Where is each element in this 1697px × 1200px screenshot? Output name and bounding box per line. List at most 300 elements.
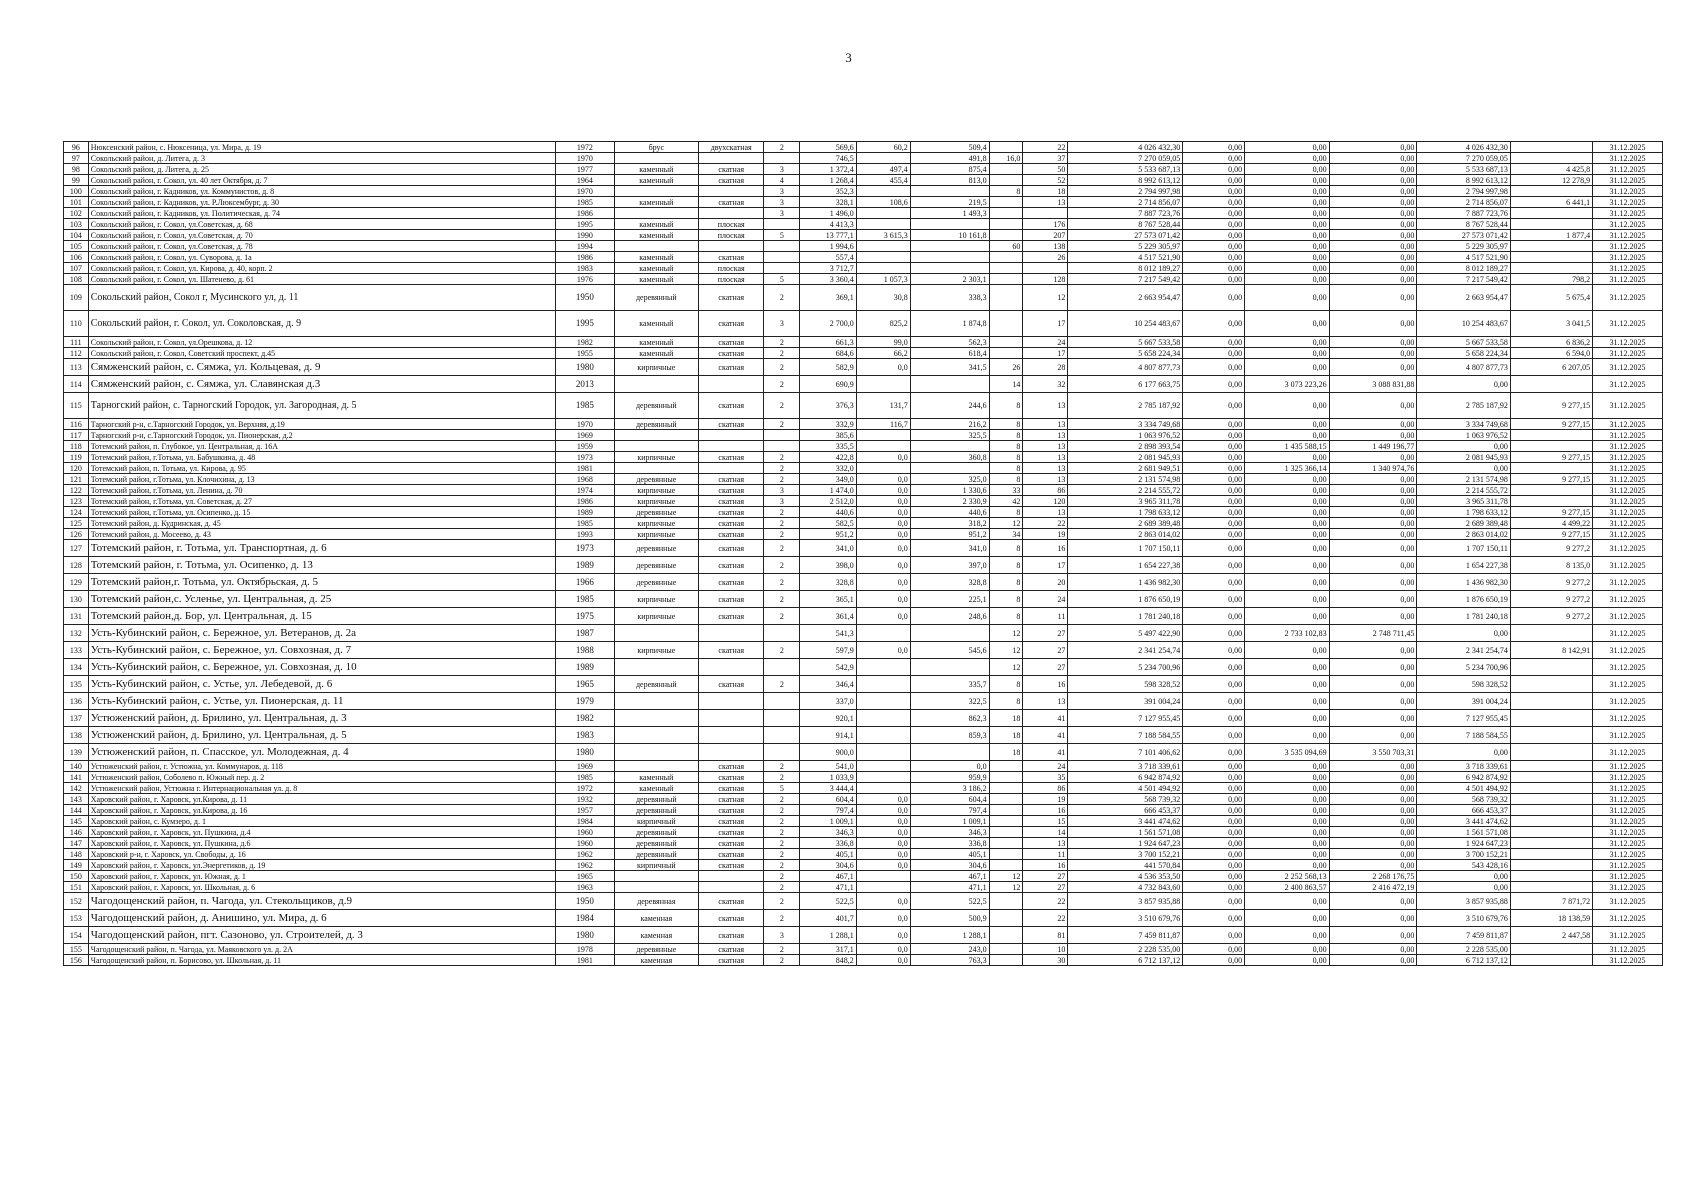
cell-address: Тотемский район, д. Кудринская, д. 45	[88, 518, 555, 529]
cell-count-a	[989, 860, 1023, 871]
cell-address: Тотемский район, г.Тотьма, ул. Осипенко, д. 15	[88, 507, 555, 518]
cell-row-number: 143	[64, 794, 89, 805]
cell-address: Тарногский р-н, с.Тарногский Городок, ул. Верхняя, д.19	[88, 419, 555, 430]
cell-cost-local: 3 550 703,31	[1329, 744, 1417, 761]
cell-floors: 2	[764, 419, 800, 430]
cell-cost-local: 0,00	[1329, 659, 1417, 676]
cell-deadline: 31.12.2025	[1593, 230, 1663, 241]
cell-deadline: 31.12.2025	[1593, 608, 1663, 625]
cell-roof-type: плоская	[699, 219, 764, 230]
cell-nonresidential-area	[856, 219, 910, 230]
cell-year-built: 1986	[556, 252, 615, 263]
cell-cost-regional: 0,00	[1245, 893, 1329, 910]
cell-count-b: 41	[1023, 727, 1068, 744]
cell-floors: 2	[764, 827, 800, 838]
cell-residential-area: 336,8	[910, 838, 989, 849]
cell-address: Тарногский район, с. Тарногский Городок, ул. Загородная, д. 5	[88, 393, 555, 419]
cell-address: Чагодощенский район, п. Чагода, ул. Маяковского ул. д. 2А	[88, 944, 555, 955]
cell-cost-federal: 0,00	[1183, 676, 1245, 693]
cell-roof-type: скатная	[699, 529, 764, 540]
cell-count-a: 8	[989, 540, 1023, 557]
cell-deadline: 31.12.2025	[1593, 252, 1663, 263]
cell-cost-regional: 0,00	[1245, 186, 1329, 197]
cell-unit-cost: 8 142,91	[1510, 642, 1592, 659]
cell-count-a: 8	[989, 591, 1023, 608]
cell-row-number: 133	[64, 642, 89, 659]
cell-count-b: 22	[1023, 142, 1068, 153]
cell-roof-type: скатная	[699, 642, 764, 659]
cell-total-cost: 10 254 483,67	[1068, 311, 1183, 337]
cell-floors: 2	[764, 574, 800, 591]
table-row	[64, 452, 1663, 463]
cell-cost-other: 391 004,24	[1417, 693, 1510, 710]
cell-residential-area: 244,6	[910, 393, 989, 419]
cell-deadline: 31.12.2025	[1593, 860, 1663, 871]
cell-nonresidential-area: 497,4	[856, 164, 910, 175]
cell-count-a	[989, 311, 1023, 337]
cell-unit-cost	[1510, 241, 1592, 252]
cell-nonresidential-area	[856, 376, 910, 393]
cell-unit-cost: 9 277,2	[1510, 574, 1592, 591]
cell-cost-federal: 0,00	[1183, 893, 1245, 910]
cell-row-number: 153	[64, 910, 89, 927]
cell-year-built: 1990	[556, 230, 615, 241]
cell-residential-area: 225,1	[910, 591, 989, 608]
cell-deadline: 31.12.2025	[1593, 485, 1663, 496]
cell-roof-type: скатная	[699, 252, 764, 263]
cell-deadline: 31.12.2025	[1593, 849, 1663, 860]
cell-cost-regional: 0,00	[1245, 285, 1329, 311]
cell-row-number: 121	[64, 474, 89, 485]
cell-deadline: 31.12.2025	[1593, 744, 1663, 761]
cell-cost-regional: 0,00	[1245, 474, 1329, 485]
cell-cost-regional: 0,00	[1245, 175, 1329, 186]
cell-cost-other: 5 658 224,34	[1417, 348, 1510, 359]
cell-total-cost: 4 501 494,92	[1068, 783, 1183, 794]
cell-unit-cost: 9 277,15	[1510, 529, 1592, 540]
cell-unit-cost: 2 447,58	[1510, 927, 1592, 944]
cell-unit-cost	[1510, 727, 1592, 744]
cell-year-built: 1976	[556, 274, 615, 285]
cell-wall-material	[614, 186, 698, 197]
cell-cost-federal: 0,00	[1183, 529, 1245, 540]
cell-cost-other: 598 328,52	[1417, 676, 1510, 693]
cell-total-cost: 1 063 976,52	[1068, 430, 1183, 441]
cell-residential-area: 335,7	[910, 676, 989, 693]
table-row	[64, 944, 1663, 955]
cell-cost-other: 4 517 521,90	[1417, 252, 1510, 263]
cell-count-b: 13	[1023, 463, 1068, 474]
cell-total-cost: 4 732 843,60	[1068, 882, 1183, 893]
cell-wall-material: каменный	[614, 263, 698, 274]
cell-wall-material: каменный	[614, 197, 698, 208]
cell-cost-local: 0,00	[1329, 393, 1417, 419]
cell-wall-material: брус	[614, 142, 698, 153]
cell-year-built: 1950	[556, 893, 615, 910]
cell-year-built: 1963	[556, 882, 615, 893]
cell-unit-cost	[1510, 676, 1592, 693]
cell-cost-local: 0,00	[1329, 474, 1417, 485]
cell-total-area: 405,1	[800, 849, 856, 860]
cell-deadline: 31.12.2025	[1593, 452, 1663, 463]
cell-address: Тотемский район, г.Тотьма, ул. Ленина, д. 70	[88, 485, 555, 496]
table-row	[64, 794, 1663, 805]
cell-cost-federal: 0,00	[1183, 816, 1245, 827]
cell-floors: 2	[764, 849, 800, 860]
cell-cost-regional: 0,00	[1245, 208, 1329, 219]
cell-count-a	[989, 944, 1023, 955]
cell-unit-cost: 5 675,4	[1510, 285, 1592, 311]
cell-row-number: 100	[64, 186, 89, 197]
cell-total-area: 746,5	[800, 153, 856, 164]
cell-count-b: 52	[1023, 175, 1068, 186]
cell-count-a	[989, 219, 1023, 230]
cell-cost-other: 6 712 137,12	[1417, 955, 1510, 966]
cell-deadline: 31.12.2025	[1593, 208, 1663, 219]
cell-cost-other: 0,00	[1417, 441, 1510, 452]
cell-residential-area	[910, 744, 989, 761]
cell-floors: 5	[764, 274, 800, 285]
cell-cost-other: 0,00	[1417, 882, 1510, 893]
cell-nonresidential-area: 116,7	[856, 419, 910, 430]
cell-roof-type: скатная	[699, 452, 764, 463]
cell-wall-material	[614, 744, 698, 761]
cell-year-built: 1970	[556, 419, 615, 430]
cell-deadline: 31.12.2025	[1593, 574, 1663, 591]
table-row	[64, 676, 1663, 693]
cell-nonresidential-area: 0,0	[856, 608, 910, 625]
cell-count-a: 18	[989, 727, 1023, 744]
cell-floors: 2	[764, 794, 800, 805]
cell-count-a	[989, 927, 1023, 944]
cell-roof-type: скатная	[699, 849, 764, 860]
cell-deadline: 31.12.2025	[1593, 676, 1663, 693]
cell-cost-federal: 0,00	[1183, 507, 1245, 518]
cell-address: Харовский район, г. Харовск, ул. Пушкина, д.4	[88, 827, 555, 838]
cell-unit-cost	[1510, 441, 1592, 452]
cell-count-b: 16	[1023, 676, 1068, 693]
cell-wall-material: деревянные	[614, 944, 698, 955]
cell-cost-local: 0,00	[1329, 727, 1417, 744]
cell-wall-material: кирпичные	[614, 642, 698, 659]
cell-unit-cost: 8 135,0	[1510, 557, 1592, 574]
cell-residential-area: 618,4	[910, 348, 989, 359]
cell-nonresidential-area: 0,0	[856, 359, 910, 376]
cell-deadline: 31.12.2025	[1593, 882, 1663, 893]
cell-count-b: 12	[1023, 285, 1068, 311]
cell-cost-local: 0,00	[1329, 359, 1417, 376]
cell-cost-federal: 0,00	[1183, 311, 1245, 337]
cell-address: Тотемский район, г.Тотьма, ул. Бабушкина, д. 48	[88, 452, 555, 463]
cell-cost-local: 0,00	[1329, 574, 1417, 591]
cell-row-number: 112	[64, 348, 89, 359]
cell-deadline: 31.12.2025	[1593, 642, 1663, 659]
cell-total-cost: 3 700 152,21	[1068, 849, 1183, 860]
cell-roof-type	[699, 727, 764, 744]
cell-residential-area: 467,1	[910, 871, 989, 882]
cell-unit-cost	[1510, 219, 1592, 230]
cell-row-number: 148	[64, 849, 89, 860]
table-row	[64, 507, 1663, 518]
cell-unit-cost	[1510, 944, 1592, 955]
cell-cost-other: 4 501 494,92	[1417, 783, 1510, 794]
cell-address: Харовский район, г. Харовск, ул. Пушкина, д.6	[88, 838, 555, 849]
cell-wall-material: каменный	[614, 252, 698, 263]
cell-count-b: 41	[1023, 744, 1068, 761]
cell-count-b: 13	[1023, 693, 1068, 710]
cell-row-number: 103	[64, 219, 89, 230]
cell-year-built: 1994	[556, 241, 615, 252]
cell-total-cost: 2 214 555,72	[1068, 485, 1183, 496]
cell-cost-local: 0,00	[1329, 783, 1417, 794]
cell-year-built: 1969	[556, 761, 615, 772]
cell-address: Устюженский район, г. Устюжна, ул. Коммунаров, д. 118	[88, 761, 555, 772]
cell-count-b: 27	[1023, 871, 1068, 882]
table-row	[64, 816, 1663, 827]
cell-unit-cost: 9 277,2	[1510, 608, 1592, 625]
cell-row-number: 105	[64, 241, 89, 252]
table-row	[64, 529, 1663, 540]
cell-unit-cost	[1510, 772, 1592, 783]
cell-total-area: 1 496,0	[800, 208, 856, 219]
cell-nonresidential-area	[856, 463, 910, 474]
cell-row-number: 147	[64, 838, 89, 849]
table-row	[64, 540, 1663, 557]
cell-address: Чагодощенский район, п. Чагода, ул. Стекольщиков, д.9	[88, 893, 555, 910]
cell-year-built: 1984	[556, 910, 615, 927]
cell-floors: 2	[764, 955, 800, 966]
cell-floors: 2	[764, 463, 800, 474]
cell-cost-local: 0,00	[1329, 540, 1417, 557]
cell-count-b: 22	[1023, 910, 1068, 927]
cell-row-number: 117	[64, 430, 89, 441]
cell-deadline: 31.12.2025	[1593, 197, 1663, 208]
cell-cost-regional: 2 733 102,83	[1245, 625, 1329, 642]
cell-wall-material	[614, 727, 698, 744]
cell-row-number: 119	[64, 452, 89, 463]
cell-row-number: 150	[64, 871, 89, 882]
cell-total-cost: 1 876 650,19	[1068, 591, 1183, 608]
cell-cost-other: 7 459 811,87	[1417, 927, 1510, 944]
cell-count-a: 8	[989, 507, 1023, 518]
cell-count-b: 138	[1023, 241, 1068, 252]
cell-total-area: 332,9	[800, 419, 856, 430]
cell-row-number: 155	[64, 944, 89, 955]
cell-residential-area: 440,6	[910, 507, 989, 518]
cell-roof-type: плоская	[699, 274, 764, 285]
cell-wall-material	[614, 882, 698, 893]
cell-deadline: 31.12.2025	[1593, 175, 1663, 186]
cell-count-b: 207	[1023, 230, 1068, 241]
cell-unit-cost	[1510, 153, 1592, 164]
cell-total-area: 471,1	[800, 882, 856, 893]
cell-address: Харовский р-н, г. Харовск, ул. Свободы, д. 16	[88, 849, 555, 860]
cell-cost-federal: 0,00	[1183, 761, 1245, 772]
cell-deadline: 31.12.2025	[1593, 893, 1663, 910]
cell-count-b: 13	[1023, 441, 1068, 452]
cell-cost-local: 0,00	[1329, 827, 1417, 838]
cell-floors: 2	[764, 871, 800, 882]
cell-cost-federal: 0,00	[1183, 944, 1245, 955]
cell-count-a: 26	[989, 359, 1023, 376]
cell-address: Усть-Кубинский район, с. Устье, ул. Пионерская, д. 11	[88, 693, 555, 710]
cell-deadline: 31.12.2025	[1593, 927, 1663, 944]
cell-deadline: 31.12.2025	[1593, 337, 1663, 348]
table-row	[64, 197, 1663, 208]
cell-total-cost: 598 328,52	[1068, 676, 1183, 693]
table-row	[64, 849, 1663, 860]
cell-floors: 2	[764, 474, 800, 485]
cell-roof-type: скатная	[699, 927, 764, 944]
cell-cost-local: 3 088 831,88	[1329, 376, 1417, 393]
cell-residential-area: 0,0	[910, 761, 989, 772]
table-row	[64, 142, 1663, 153]
cell-cost-regional: 0,00	[1245, 153, 1329, 164]
cell-nonresidential-area: 0,0	[856, 893, 910, 910]
cell-deadline: 31.12.2025	[1593, 430, 1663, 441]
cell-floors	[764, 263, 800, 274]
cell-total-area: 336,8	[800, 838, 856, 849]
cell-deadline: 31.12.2025	[1593, 419, 1663, 430]
cell-unit-cost: 1 877,4	[1510, 230, 1592, 241]
cell-wall-material: каменная	[614, 910, 698, 927]
table-row	[64, 376, 1663, 393]
cell-cost-local: 0,00	[1329, 175, 1417, 186]
cell-nonresidential-area: 0,0	[856, 485, 910, 496]
table-row	[64, 274, 1663, 285]
cell-floors	[764, 252, 800, 263]
cell-cost-local: 0,00	[1329, 893, 1417, 910]
cell-address: Усть-Кубинский район, с. Бережное, ул. Ветеранов, д. 2а	[88, 625, 555, 642]
cell-count-a	[989, 348, 1023, 359]
cell-total-cost: 5 497 422,90	[1068, 625, 1183, 642]
cell-unit-cost	[1510, 816, 1592, 827]
cell-count-a	[989, 955, 1023, 966]
cell-unit-cost	[1510, 659, 1592, 676]
cell-deadline: 31.12.2025	[1593, 816, 1663, 827]
cell-deadline: 31.12.2025	[1593, 794, 1663, 805]
cell-cost-federal: 0,00	[1183, 882, 1245, 893]
cell-count-b: 11	[1023, 608, 1068, 625]
cell-cost-regional: 0,00	[1245, 311, 1329, 337]
cell-nonresidential-area: 0,0	[856, 849, 910, 860]
cell-unit-cost: 6 836,2	[1510, 337, 1592, 348]
cell-cost-local: 0,00	[1329, 230, 1417, 241]
cell-total-cost: 3 510 679,76	[1068, 910, 1183, 927]
cell-wall-material: каменный	[614, 274, 698, 285]
cell-year-built: 1969	[556, 430, 615, 441]
cell-cost-other: 3 857 935,88	[1417, 893, 1510, 910]
table-row	[64, 348, 1663, 359]
cell-total-area: 304,6	[800, 860, 856, 871]
cell-total-area: 385,6	[800, 430, 856, 441]
cell-unit-cost	[1510, 871, 1592, 882]
cell-nonresidential-area: 0,0	[856, 838, 910, 849]
cell-cost-federal: 0,00	[1183, 285, 1245, 311]
cell-residential-area: 763,3	[910, 955, 989, 966]
cell-nonresidential-area: 0,0	[856, 827, 910, 838]
cell-roof-type: скатная	[699, 419, 764, 430]
cell-count-b: 28	[1023, 359, 1068, 376]
cell-count-a: 42	[989, 496, 1023, 507]
cell-address: Тотемский район, г.Тотьма, ул. Советская, д. 27	[88, 496, 555, 507]
page-number: 3	[845, 50, 852, 65]
table-row	[64, 419, 1663, 430]
cell-floors: 2	[764, 944, 800, 955]
cell-total-cost: 5 533 687,13	[1068, 164, 1183, 175]
cell-deadline: 31.12.2025	[1593, 186, 1663, 197]
cell-count-a	[989, 230, 1023, 241]
cell-cost-federal: 0,00	[1183, 393, 1245, 419]
cell-address: Тотемский район, д. Мосеево, д. 43	[88, 529, 555, 540]
cell-cost-local: 0,00	[1329, 860, 1417, 871]
cell-count-b: 19	[1023, 529, 1068, 540]
cell-address: Чагодощенский район, п. Борисово, ул. Школьная, д. 11	[88, 955, 555, 966]
cell-count-a: 18	[989, 744, 1023, 761]
cell-floors	[764, 659, 800, 676]
cell-total-cost: 4 026 432,30	[1068, 142, 1183, 153]
cell-count-b: 13	[1023, 838, 1068, 849]
cell-total-cost: 27 573 071,42	[1068, 230, 1183, 241]
cell-count-a: 60	[989, 241, 1023, 252]
table-row	[64, 474, 1663, 485]
cell-cost-regional: 0,00	[1245, 507, 1329, 518]
cell-deadline: 31.12.2025	[1593, 710, 1663, 727]
housing-register-table	[63, 141, 1663, 966]
cell-cost-federal: 0,00	[1183, 474, 1245, 485]
cell-count-a	[989, 794, 1023, 805]
cell-cost-local: 0,00	[1329, 285, 1417, 311]
cell-roof-type: скатная	[699, 164, 764, 175]
cell-floors: 2	[764, 507, 800, 518]
cell-cost-federal: 0,00	[1183, 574, 1245, 591]
cell-roof-type	[699, 871, 764, 882]
cell-deadline: 31.12.2025	[1593, 529, 1663, 540]
cell-year-built: 1968	[556, 474, 615, 485]
cell-count-b: 24	[1023, 337, 1068, 348]
cell-total-area: 440,6	[800, 507, 856, 518]
cell-cost-local: 0,00	[1329, 252, 1417, 263]
cell-wall-material	[614, 761, 698, 772]
cell-floors: 2	[764, 337, 800, 348]
cell-residential-area	[910, 186, 989, 197]
cell-address: Харовский район, г. Харовск, ул.Энергетиков, д. 19	[88, 860, 555, 871]
cell-roof-type: скатная	[699, 816, 764, 827]
cell-cost-local: 0,00	[1329, 496, 1417, 507]
cell-count-b	[1023, 208, 1068, 219]
cell-wall-material: каменный	[614, 175, 698, 186]
cell-total-area: 398,0	[800, 557, 856, 574]
cell-cost-regional: 0,00	[1245, 348, 1329, 359]
cell-cost-regional: 0,00	[1245, 337, 1329, 348]
cell-cost-federal: 0,00	[1183, 463, 1245, 474]
cell-total-cost: 5 658 224,34	[1068, 348, 1183, 359]
cell-cost-local: 0,00	[1329, 910, 1417, 927]
cell-cost-local: 0,00	[1329, 794, 1417, 805]
table-body	[64, 142, 1663, 966]
cell-total-area: 1 033,9	[800, 772, 856, 783]
cell-residential-area: 2 303,1	[910, 274, 989, 285]
cell-total-cost: 441 570,84	[1068, 860, 1183, 871]
cell-floors: 2	[764, 285, 800, 311]
cell-cost-other: 2 341 254,74	[1417, 642, 1510, 659]
cell-cost-federal: 0,00	[1183, 727, 1245, 744]
cell-nonresidential-area	[856, 882, 910, 893]
cell-cost-local: 0,00	[1329, 676, 1417, 693]
cell-nonresidential-area: 0,0	[856, 860, 910, 871]
cell-cost-federal: 0,00	[1183, 348, 1245, 359]
cell-floors: 3	[764, 197, 800, 208]
